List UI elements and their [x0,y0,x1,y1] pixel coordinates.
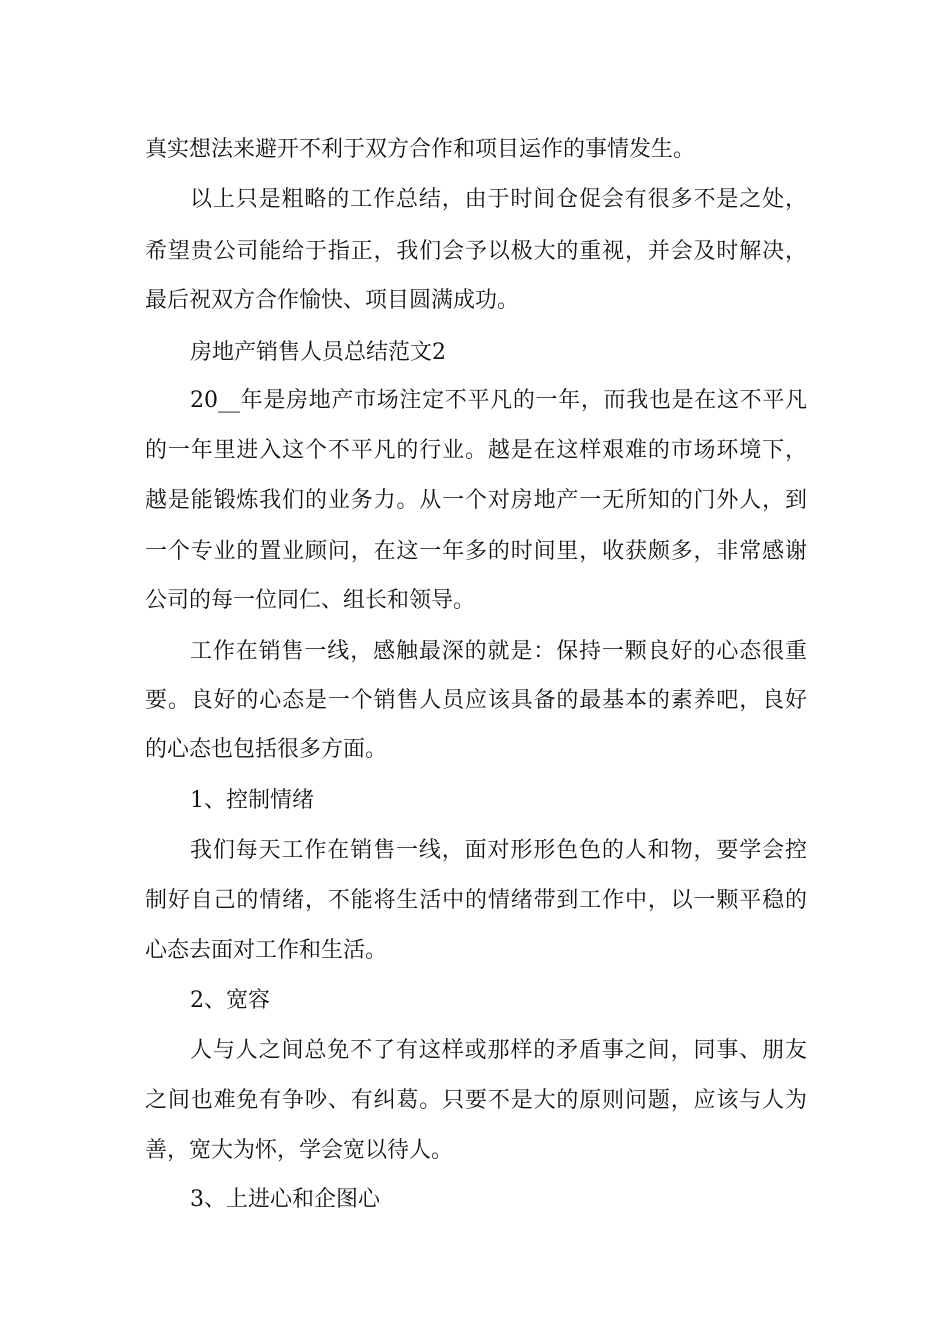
paragraph-line: 的心态也包括很多方面。 [145,737,388,762]
paragraph-line: 越是能锻炼我们的业务力。从一个对房地产一无所知的门外人，到 [145,488,807,513]
list-heading: 1、控制情绪 [190,788,314,813]
paragraph-line: 我们每天工作在销售一线，面对形形色色的人和物，要学会控 [190,838,807,863]
paragraph-line: 以上只是粗略的工作总结，由于时间仓促会有很多不是之处， [190,187,807,212]
paragraph-line: 心态去面对工作和生活。 [145,938,388,963]
paragraph-line: 制好自己的情绪，不能将生活中的情绪带到工作中，以一颗平稳的 [145,888,807,913]
list-heading: 2、宽容 [190,988,270,1013]
paragraph-line: 真实想法来避开不利于双方合作和项目运作的事情发生。 [145,137,696,162]
paragraph-line: 20__年是房地产市场注定不平凡的一年，而我也是在这不平凡 [190,388,807,413]
paragraph-line: 希望贵公司能给于指正，我们会予以极大的重视，并会及时解决， [145,239,807,264]
paragraph-line: 善，宽大为怀，学会宽以待人。 [145,1138,454,1163]
paragraph-line: 公司的每一位同仁、组长和领导。 [145,588,476,613]
paragraph-line: 人与人之间总免不了有这样或那样的矛盾事之间，同事、朋友 [190,1038,807,1063]
paragraph-line: 工作在销售一线，感触最深的就是：保持一颗良好的心态很重 [190,639,807,664]
list-heading: 3、上进心和企图心 [190,1187,380,1212]
paragraph-line: 的一年里进入这个不平凡的行业。越是在这样艰难的市场环境下， [145,438,807,463]
section-heading: 房地产销售人员总结范文2 [190,340,446,365]
paragraph-line: 最后祝双方合作愉快、项目圆满成功。 [145,288,520,313]
paragraph-line: 一个专业的置业顾问，在这一年多的时间里，收获颇多，非常感谢 [145,539,807,564]
paragraph-line: 之间也难免有争吵、有纠葛。只要不是大的原则问题，应该与人为 [145,1088,807,1113]
paragraph-line: 要。良好的心态是一个销售人员应该具备的最基本的素养吧，良好 [145,688,807,713]
